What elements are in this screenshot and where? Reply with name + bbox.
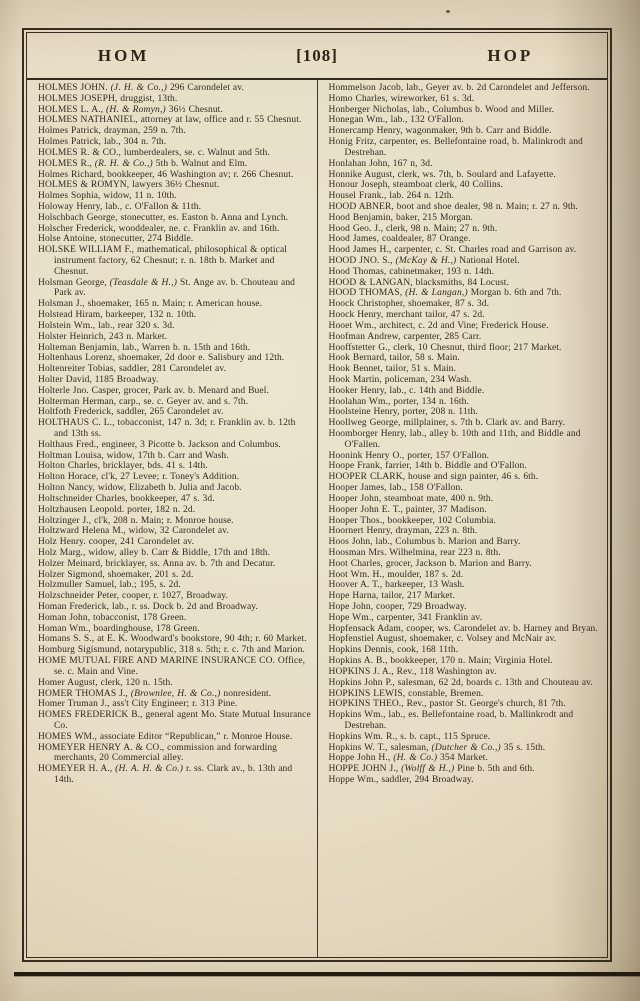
- directory-entry: Homans S. S., at E. K. Woodward's bookstore, 90 4th; r. 60 Market.: [38, 634, 307, 645]
- directory-entry: Holtzinger J., cl'k, 208 n. Main; r. Monroe house.: [38, 515, 234, 526]
- directory-entry: Holzmuller Samuel, lab.; 195, s. 2d.: [38, 580, 181, 591]
- directory-entry: Honegan Wm., lab., 132 O'Fallon.: [328, 115, 464, 126]
- directory-entry: HOLTHAUS C. L., tobacconist, 147 n. 3d; r. Franklin av. b. 12th and 13th ss.: [38, 418, 296, 439]
- directory-entry: Holscher Frederick, wooddealer, ne. c. Franklin av. and 16th.: [38, 223, 280, 234]
- header-letters-right: HOP: [487, 45, 534, 65]
- directory-entry: HOOD ABNER, boot and shoe dealer, 98 n. Main; r. 27 n. 9th.: [328, 201, 578, 212]
- directory-entry: Hoolahan Wm., porter, 134 n. 16th.: [328, 396, 469, 407]
- directory-entry: Hoot Charles, grocer, Jackson b. Marion and Barry.: [328, 558, 532, 569]
- directory-entry: Hood James, coaldealer, 87 Orange.: [328, 234, 471, 245]
- directory-entry: HOLMES NATHANIEL, attorney at law, office and r. 55 Chesnut.: [38, 115, 302, 126]
- directory-entry: HOOPER CLARK, house and sign painter, 46 s. 6th.: [328, 472, 539, 483]
- directory-entry: Holtfoth Frederick, saddler, 265 Carondelet av.: [38, 407, 224, 418]
- directory-entry: Hoope Frank, farrier, 14th b. Biddle and O'Fallon.: [328, 461, 527, 472]
- directory-entry: Hopkins Wm. R., s. b. capt., 115 Spruce.: [328, 731, 491, 742]
- directory-entry: HOLMES R. & CO., lumberdealers, se. c. Walnut and 5th.: [38, 147, 270, 158]
- directory-entry: Hopkins W. T., salesman, (Dutcher & Co.,) 35 s. 15th.: [328, 742, 546, 753]
- directory-entry: Holteman Benjamin, lab., Warren b. n. 15th and 16th.: [38, 342, 251, 353]
- directory-entry: HOPKINS J. A., Rev., 118 Washington av.: [328, 666, 497, 677]
- column-left: [27, 80, 318, 957]
- directory-entry: Hoover A. T., barkeeper, 13 Wash.: [328, 580, 465, 591]
- directory-entry: Hooper John, steamboat mate, 400 n. 9th.: [328, 493, 494, 504]
- directory-entry: Holoway Henry, lab., c. O'Fallon & 11th.: [38, 201, 202, 212]
- directory-entry: Holtenhaus Lorenz, shoemaker, 2d door e. Salisbury and 12th.: [38, 353, 285, 364]
- directory-entry: Holtzward Helena M., widow, 32 Carondelet av.: [38, 526, 229, 537]
- directory-entry: Hooper Thos., bookkeeper, 102 Columbia.: [328, 515, 496, 526]
- directory-entry: Hook Bernard, tailor, 58 s. Main.: [328, 353, 460, 364]
- directory-entry: Hoos John, lab., Columbus b. Marion and Barry.: [328, 537, 521, 548]
- directory-entry: Holton Horace, cl'k, 27 Levee; r. Toney's Addition.: [38, 472, 240, 483]
- directory-entry: Hopfenstiel August, shoemaker, c. Volsey and McNair av.: [328, 634, 557, 645]
- directory-entry: Holsman J., shoemaker, 165 n. Main; r. American house.: [38, 299, 263, 310]
- directory-entry: Holschbach George, stonecutter, es. Easton b. Anna and Lynch.: [38, 212, 289, 223]
- directory-entry: Holmes Patrick, drayman, 259 n. 7th.: [38, 126, 186, 137]
- directory-entry: Honberger Nicholas, lab., Columbus b. Wood and Miller.: [328, 104, 555, 115]
- directory-entry: Holzschneider Peter, cooper, r. 1027, Broadway.: [38, 591, 228, 602]
- directory-entry: Homan Frederick, lab., r. ss. Dock b. 2d and Broadway.: [38, 602, 258, 612]
- directory-entry: Holthaus Fred., engineer, 3 Picotte b. Jackson and Columbus.: [38, 439, 281, 450]
- directory-entry: Hood Benjamin, baker, 215 Morgan.: [328, 212, 473, 223]
- directory-entry: Hope John, cooper, 729 Broadway.: [328, 602, 467, 612]
- directory-entry: HOMER THOMAS J., (Brownlee, H. & Co.,) nonresident.: [38, 688, 272, 699]
- directory-entry: Holtenreiter Tobias, saddler, 281 Carondelet av.: [38, 364, 227, 375]
- directory-entry: Holter David, 1185 Broadway.: [38, 374, 159, 385]
- directory-entry: Hooker Henry, lab., c. 14th and Biddle.: [328, 385, 485, 396]
- directory-entry: Homan Wm., boardinghouse, 178 Green.: [38, 623, 200, 634]
- directory-entry: Holterman Herman, carp., se. c. Geyer av. and s. 7th.: [38, 396, 249, 407]
- directory-entry: Holton Charles, bricklayer, bds. 41 s. 14th.: [38, 461, 208, 472]
- directory-entry: Honnike August, clerk, ws. 7th, b. Soulard and Lafayette.: [328, 169, 556, 180]
- directory-entry: HOOD & LANGAN, blacksmiths, 84 Locust.: [328, 277, 509, 288]
- directory-entry: Homan John, tobacconist, 178 Green.: [38, 612, 187, 623]
- directory-entry: Hoosman Mrs. Wilhelmina, rear 223 n. 8th.: [328, 547, 501, 558]
- directory-entry: Hopkins John P., salesman, 62 2d, boards c. 13th and Chouteau av.: [328, 677, 593, 688]
- page-border-frame: [22, 28, 612, 962]
- directory-entry: Holton Nancy, widow, Elizabeth b. Julia and Jacob.: [38, 483, 242, 494]
- directory-entry: Hoomborger Henry, lab., alley b. 10th and 11th, and Biddle and O'Fallen.: [328, 429, 581, 450]
- directory-entry: Holse Antoine, stonecutter, 274 Biddle.: [38, 234, 194, 245]
- header-letters-left: HOM: [97, 45, 150, 65]
- directory-entry: Hood Geo. J., clerk, 98 n. Main; 27 n. 9th.: [328, 223, 498, 234]
- directory-entry: Hood James H., carpenter, c. St. Charles road and Garrison av.: [328, 245, 577, 256]
- directory-entry: Holterle Jno. Casper, grocer, Park av. b. Menard and Buel.: [38, 385, 269, 396]
- directory-entry: Holtman Louisa, widow, 17th b. Carr and Wash.: [38, 450, 229, 461]
- page-number: [108]: [296, 45, 338, 65]
- directory-entry: Hooffstetter G., clerk, 10 Chesnut, third floor; 217 Market.: [328, 342, 562, 353]
- directory-entry: Hoollweg George, millplainer, s. 7th b. Clark av. and Barry.: [328, 418, 566, 429]
- directory-entry: Homer August, clerk, 120 n. 15th.: [38, 677, 173, 688]
- directory-entry: HOLSKE WILLIAM F., mathematical, philosophical & optical instrument factory, 62 Chesnut; r. n. 18th b. Market and Chesnut.: [38, 245, 288, 277]
- directory-entry: Holmes Patrick, lab., 304 n. 7th.: [38, 137, 167, 148]
- directory-entry: HOLMES & ROMYN, lawyers 36½ Chesnut.: [38, 180, 220, 191]
- directory-entry: Hood Thomas, cabinetmaker, 193 n. 14th.: [328, 266, 494, 277]
- directory-entry: Housel Frank., lab. 264 n. 12th.: [328, 191, 455, 202]
- page-header: [27, 33, 607, 80]
- directory-entry: HOPKINS LEWIS, constable, Bremen.: [328, 688, 484, 699]
- directory-entry: HOMEYER HENRY A. & CO., commission and forwarding merchants, 20 Commercial alley.: [38, 742, 278, 764]
- directory-entry: Honercamp Henry, wagonmaker, 9th b. Carr and Biddle.: [328, 126, 552, 137]
- directory-entry: HOMES WM., associate Editor “Republican,” r. Monroe House.: [38, 731, 293, 742]
- directory-entry: Homburg Sigismund, notarypublic, 318 s. 5th; r. c. 7th and Marion.: [38, 645, 305, 656]
- directory-entry: Hoock Henry, merchant tailor, 47 s. 2d.: [328, 310, 485, 321]
- directory-entry: Holmes Richard, bookkeeper, 46 Washington av; r. 266 Chesnut.: [38, 169, 294, 180]
- page-bottom-edge: [14, 972, 640, 976]
- directory-entry: Hook Bennet, tailor, 51 s. Main.: [328, 364, 457, 375]
- directory-entry: HOPKINS THEO., Rev., pastor St. George's church, 81 7th.: [328, 699, 566, 710]
- directory-entry: HOLMES JOSEPH, druggist, 13th.: [38, 93, 178, 104]
- column-right: [318, 80, 608, 957]
- directory-entry: Hoornert Henry, drayman, 223 n. 8th.: [328, 526, 478, 537]
- directory-entry: Holz Henry. cooper, 241 Carondelet av.: [38, 537, 195, 548]
- directory-entry: Hoppe Wm., saddler, 294 Broadway.: [328, 775, 474, 785]
- directory-entry: Hoock Christopher, shoemaker, 87 s. 3d.: [328, 299, 490, 310]
- directory-entry: Honig Fritz, carpenter, es. Bellefontaine road, b. Malinkrodt and Destrehan.: [328, 137, 583, 158]
- directory-entry: Hoot Wm. H., moulder, 187 s. 2d.: [328, 569, 464, 580]
- directory-entry: Hopkins Wm., lab., es. Bellefontaine road, b. Mallinkrodt and Destrehan.: [328, 710, 574, 731]
- directory-entry: Hommelson Jacob, lab., Geyer av. b. 2d Carondelet and Jefferson.: [328, 83, 590, 93]
- directory-entry: Hoppe John H., (H. & Co.) 354 Market.: [328, 753, 488, 764]
- directory-entry: Holz Marg., widow, alley b. Carr & Biddle, 17th and 18th.: [38, 547, 271, 558]
- directory-entry: Hopkins A. B., bookkeeper, 170 n. Main; Virginia Hotel.: [328, 656, 553, 667]
- directory-entry: Hook Martin, policeman, 234 Wash.: [328, 374, 472, 385]
- directory-entry: Holstein Wm., lab., rear 320 s. 3d.: [38, 320, 175, 331]
- directory-entry: Hope Harna, tailor, 217 Market.: [328, 591, 455, 602]
- directory-columns: [27, 80, 607, 957]
- page-border-inner: [26, 32, 608, 958]
- directory-entry: HOOD THOMAS, (H. & Langan,) Morgan b. 6th and 7th.: [328, 288, 562, 299]
- directory-entry: Holtschneider Charles, bookkeeper, 47 s. 3d.: [38, 493, 215, 504]
- ink-speck: [446, 10, 450, 13]
- directory-entry: Holster Heinrich, 243 n. Market.: [38, 331, 168, 342]
- directory-entry: Holstead Hiram, barkeeper, 132 n. 10th.: [38, 310, 197, 321]
- directory-entry: Homer Truman J., ass't City Engineer; r. 313 Pine.: [38, 699, 238, 710]
- directory-entry: Hoonink Henry O., porter, 157 O'Fallon.: [328, 450, 490, 461]
- directory-entry: Holsman George, (Teasdale & H.,) St. Ange av. b. Chouteau and Park av.: [38, 277, 296, 299]
- directory-entry: Honlahan John, 167 n, 3d.: [328, 158, 433, 169]
- directory-entry: Holmes Sophia, widow, 11 n. 10th.: [38, 191, 177, 202]
- directory-entry: Holtzhausen Leopold. porter, 182 n. 2d.: [38, 504, 196, 515]
- directory-entry: Holzer Sigmond, shoemaker, 201 s. 2d.: [38, 569, 194, 580]
- directory-entry: HOMEYER H. A., (H. A. H. & Co.) r. ss. Clark av., b. 13th and 14th.: [38, 764, 293, 785]
- directory-entry: HOOD JNO. S., (McKay & H.,) National Hotel.: [328, 256, 520, 266]
- directory-entry: Hopkins Dennis, cook, 168 11th.: [328, 645, 459, 656]
- directory-entry: HOLMES R., (R. H. & Co.,) 5th b. Walnut and Elm.: [38, 158, 248, 169]
- directory-entry: Hoofman Andrew, carpenter, 285 Carr.: [328, 331, 482, 342]
- directory-entry: Hooper James, lab., 158 O'Fallon.: [328, 483, 463, 494]
- directory-entry: HOME MUTUAL FIRE AND MARINE INSURANCE CO. Office, se. c. Main and Vine.: [38, 656, 306, 677]
- directory-entry: Holzer Meinard, bricklayer, ss. Anna av. b. 7th and Decatur.: [38, 558, 276, 569]
- directory-entry: HOPPE JOHN J., (Wolff & H.,) Pine b. 5th and 6th.: [328, 764, 535, 775]
- directory-entry: Hooper John E. T., painter, 37 Madison.: [328, 504, 487, 515]
- directory-entry: HOLMES JOHN. (J. H. & Co.,) 296 Carondelet av.: [38, 83, 244, 93]
- directory-entry: HOMES FREDERICK B., general agent Mo. State Mutual Insurance Co.: [38, 710, 311, 731]
- directory-entry: Honour Joseph, steamboat clerk, 40 Collins.: [328, 180, 504, 191]
- directory-entry: Homo Charles, wireworker, 61 s. 3d.: [328, 93, 475, 104]
- directory-entry: Hopfensack Adam, cooper, ws. Carondelet av. b. Harney and Bryan.: [328, 623, 598, 634]
- directory-entry: HOLMES L. A., (H. & Romyn,) 36½ Chesnut.: [38, 104, 223, 115]
- directory-entry: Hooet Wm., architect, c. 2d and Vine; Frederick House.: [328, 320, 549, 331]
- directory-entry: Hoolsteine Henry, porter, 208 n. 11th.: [328, 407, 478, 418]
- directory-entry: Hope Wm., carpenter, 341 Franklin av.: [328, 612, 483, 623]
